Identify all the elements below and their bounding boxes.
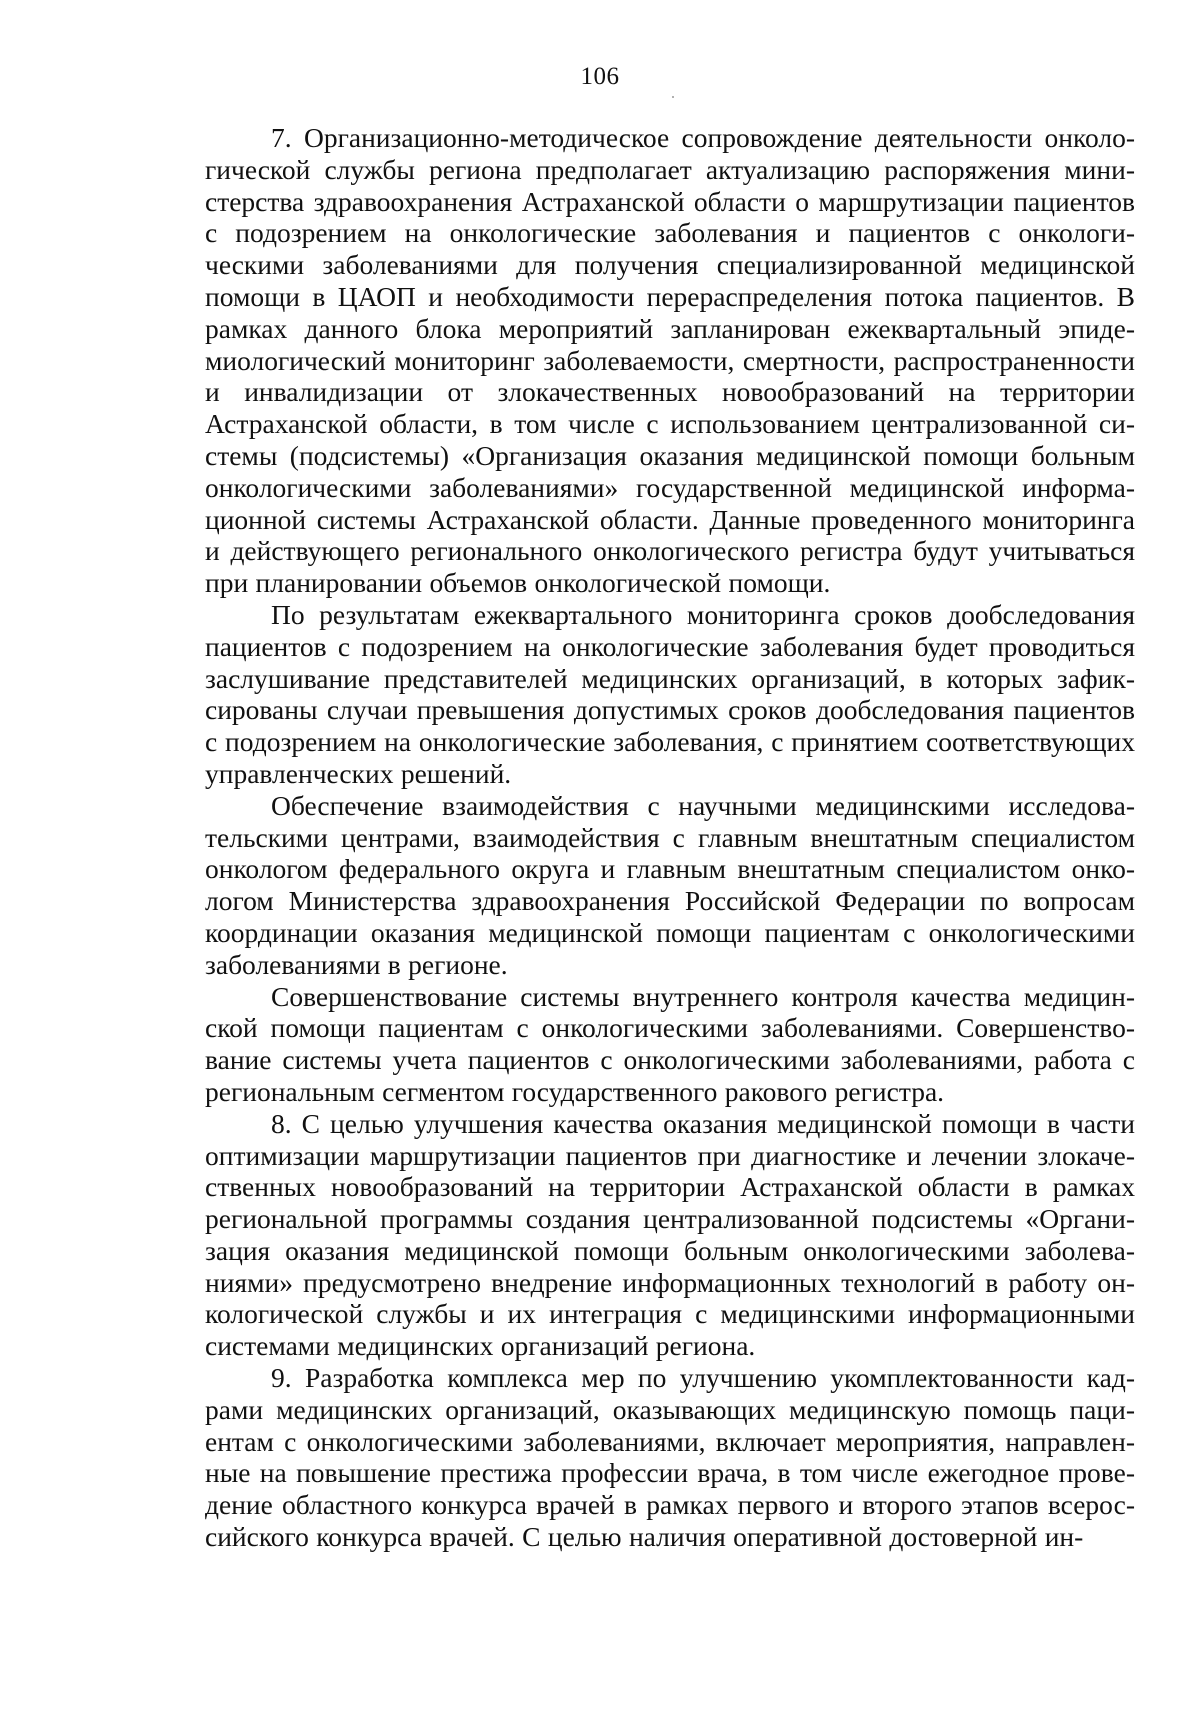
paragraph-information-technologies: 8. С целью улучшения качества оказания медицинской помощи в части оптимизации маршрутизации пациентов при диагностике и лечении злокачественных новообразований на территории Астраханской области в рамках региональной программы создания централизованной подсистемы «Организация оказания медицинской помощи больным онкологическими заболеваниями» предусмотрено внедрение информационных технологий в работу онкологической службы и их интеграция с медицинскими информационными системами медицинских организаций региона. — [205, 1107, 1135, 1362]
paragraph-staffing-measures: 9. Разработка комплекса мер по улучшению укомплектованности кадрами медицинских организаций, оказывающих медицинскую помощь пациентам с онкологическими заболеваниями, включает мероприятия, направленные на повышение престижа профессии врача, в том числе ежегодное проведение областного конкурса врачей в рамках первого и второго этапов всероссийского конкурса врачей. С целью наличия оперативной достоверной ин- — [205, 1362, 1135, 1553]
paragraph-quality-control: Совершенствование системы внутреннего контроля качества медицинской помощи пациентам с онкологическими заболеваниями. Совершенствование системы учета пациентов с онкологическими заболеваниями, работа с региональным сегментом государственного ракового регистра. — [205, 980, 1135, 1107]
paragraph-monitoring-results: По результатам ежеквартального мониторинга сроков дообследования пациентов с подозрением на онкологические заболевания будет проводиться заслушивание представителей медицинских организаций, в которых зафиксированы случаи превышения допустимых сроков дообследования пациентов с подозрением на онкологические заболевания, с принятием соответствующих управленческих решений. — [205, 598, 1135, 789]
page-number: 106 — [580, 63, 620, 90]
paragraph-organizational-support: 7. Организационно-методическое сопровождение деятельности онкологической службы региона предполагает актуализацию распоряжения министерства здравоохранения Астраханской области о маршрутизации пациентов с подозрением на онкологические заболевания и пациентов с онкологическими заболеваниями для получения специализированной медицинской помощи в ЦАОП и необходимости перераспределения потока пациентов. В рамках данного блока мероприятий запланирован ежеквартальный эпидемиологический мониторинг заболеваемости, смертности, распространенности и инвалидизации от злокачественных новообразований на территории Астраханской области, в том числе с использованием централизованной системы (подсистемы) «Организация оказания медицинской помощи больным онкологическими заболеваниями» государственной медицинской информационной системы Астраханской области. Данные проведенного мониторинга и действующего регионального онкологического регистра будут учитываться при планировании объемов онкологической помощи. — [205, 122, 1135, 599]
document-body — [205, 122, 1135, 1553]
scan-artifact-dot — [672, 96, 674, 98]
paragraph-research-centers: Обеспечение взаимодействия с научными медицинскими исследовательскими центрами, взаимодействия с главным внештатным специалистом онкологом федерального округа и главным внештатным специалистом онкологом Министерства здравоохранения Российской Федерации по вопросам координации оказания медицинской помощи пациентам с онкологическими заболеваниями в регионе. — [205, 789, 1135, 980]
